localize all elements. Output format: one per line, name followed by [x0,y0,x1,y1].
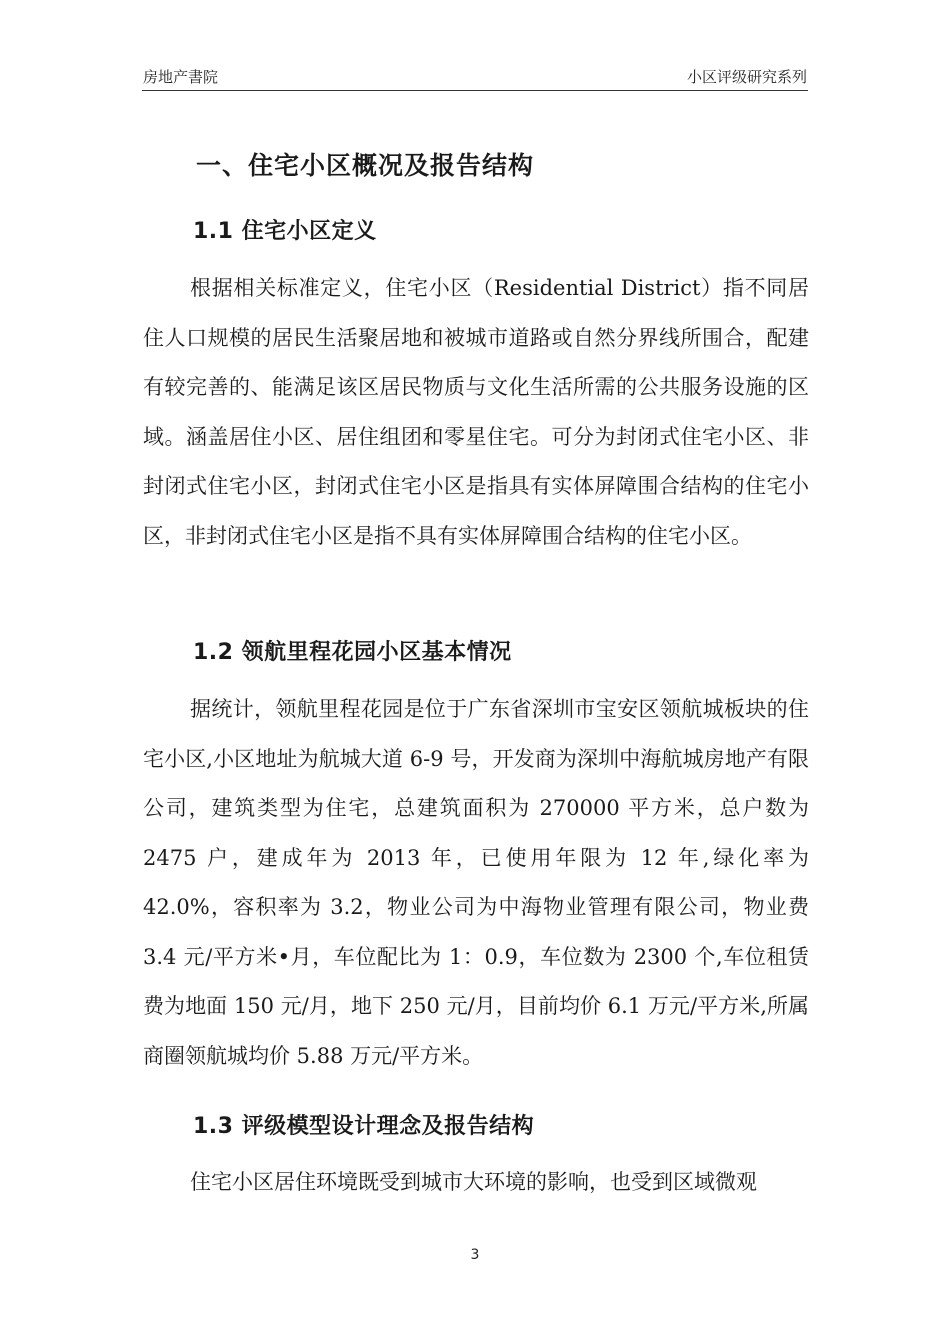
paragraph-basic-info: 据统计，领航里程花园是位于广东省深圳市宝安区领航城板块的住宅小区,小区地址为航城大道 6-9 号，开发商为深圳中海航城房地产有限公司，建筑类型为住宅，总建筑面积为 270000 平方米，总户数为 2475 户，建成年为 2013 年，已使用年限为 12 年,绿化率为 42.0%，容积率为 3.2，物业公司为中海物业管理有限公司，物业费 3.4 元/平方米•月，车位配比为 1：0.9，车位数为 2300 个,车位租赁费为地面 150 元/月，地下 250 元/月，目前均价 6.1 万元/平方米,所属商圈领航城均价 5.88 万元/平方米。 [143,697,809,1068]
paragraph-model-design: 住宅小区居住环境既受到城市大环境的影响，也受到区域微观 [190,1170,757,1194]
header-divider [142,90,808,91]
subsection-heading-1-1: 1.1 住宅小区定义 [193,219,377,244]
paragraph-definition: 根据相关标准定义，住宅小区（Residential District）指不同居住人口规模的居民生活聚居地和被城市道路或自然分界线所围合，配建有较完善的、能满足该区居民物质与文化生活所需的公共服务设施的区域。涵盖居住小区、居住组团和零星住宅。可分为封闭式住宅小区、非封闭式住宅小区，封闭式住宅小区是指具有实体屏障围合结构的住宅小区，非封闭式住宅小区是指不具有实体屏障围合结构的住宅小区。 [143,276,809,548]
header-publisher: 房地产書院 [143,68,219,86]
subsection-heading-1-2: 1.2 领航里程花园小区基本情况 [193,640,512,665]
header-series-title: 小区评级研究系列 [686,68,807,86]
section-title: 一、住宅小区概况及报告结构 [196,151,535,180]
subsection-heading-1-3: 1.3 评级模型设计理念及报告结构 [193,1114,535,1139]
page-number: 3 [470,1247,480,1263]
